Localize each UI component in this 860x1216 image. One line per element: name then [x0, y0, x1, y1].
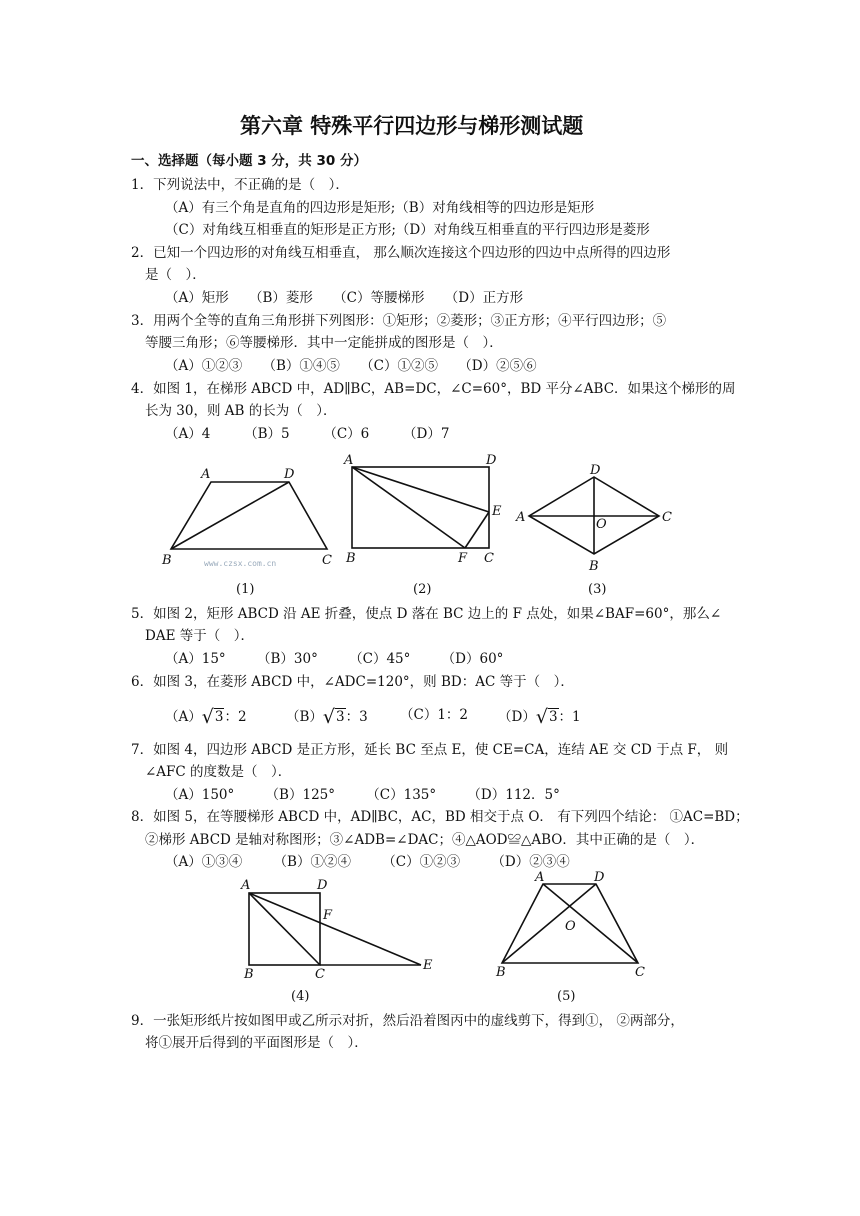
sqrt-3-d: √3 — [535, 706, 558, 728]
label-o: O — [596, 517, 607, 532]
question-5-stem-cont: DAE 等于（ ）． — [145, 628, 254, 644]
question-9-stem: 9．一张矩形纸片按如图甲或乙所示对折，然后沿着图丙中的虚线剪下，得到①， ②两部分， — [131, 1013, 684, 1029]
question-3-options: （A）①②③ （B）①④⑤ （C）①②⑤ （D）②⑤⑥ — [165, 358, 537, 374]
sqrt-3-b: √3 — [322, 706, 345, 728]
question-8-stem-cont: ②梯形 ABCD 是轴对称图形；③∠ADB=∠DAC；④△AOD≌△ABO．其中正确的是（ ）． — [145, 832, 705, 848]
diagonal-ac — [249, 893, 320, 965]
segment-af — [352, 467, 465, 548]
label-b: B — [162, 553, 172, 568]
segment-ae — [249, 893, 421, 965]
question-4-options: （A）4 （B）5 （C）6 （D）7 — [165, 426, 450, 442]
question-3-stem-cont: 等腰三角形；⑥等腰梯形．其中一定能拼成的图形是（ ）． — [145, 335, 503, 351]
question-1-line3: （C）对角线互相垂直的矩形是正方形;（D）对角线互相垂直的平行四边形是菱形 — [165, 222, 650, 238]
label-c: C — [322, 553, 332, 568]
question-7-options: （A）150° （B）125° （C）135° （D）112．5° — [165, 787, 560, 803]
trapezoid-outline — [171, 482, 327, 549]
label-b: B — [496, 965, 506, 980]
question-4-stem: 4．如图 1，在梯形 ABCD 中，AD∥BC，AB=DC，∠C=60°，BD 平分∠ABC．如果这个梯形的周 — [131, 381, 736, 397]
diagonal-bd — [502, 884, 596, 963]
label-d: D — [486, 453, 497, 468]
question-6-stem: 6．如图 3，在菱形 ABCD 中，∠ADC=120°，则 BD：AC 等于（ ）． — [131, 674, 574, 690]
label-e: E — [423, 958, 433, 973]
question-6-option-b: （B）√3：3 — [286, 706, 368, 728]
label-b: B — [589, 559, 599, 574]
question-6-option-a: （A）√3：2 — [165, 706, 247, 728]
question-7-stem: 7．如图 4，四边形 ABCD 是正方形，延长 BC 至点 E，使 CE=CA，连结 AE 交 CD 于点 F， 则 — [131, 742, 729, 758]
question-8-options: （A）①③④ （B）①②④ （C）①②③ （D）②③④ — [165, 854, 570, 870]
segment-ae — [352, 467, 489, 512]
label-c: C — [484, 551, 494, 566]
figure-1-caption: (1) — [236, 582, 255, 597]
question-4-stem-cont: 长为 30，则 AB 的长为（ ）． — [145, 403, 337, 419]
question-8-stem: 8．如图 5，在等腰梯形 ABCD 中，AD∥BC，AC，BD 相交于点 O． 有下列四个结论： ①AC=BD； — [131, 809, 749, 825]
question-1-line2: （A）有三个角是直角的四边形是矩形;（B）对角线相等的四边形是矩形 — [165, 200, 595, 216]
question-2-stem: 2．已知一个四边形的对角线互相垂直， 那么顺次连接这个四边形的四边中点所得的四边形 — [131, 245, 671, 261]
watermark: www.czsx.com.cn — [204, 559, 277, 568]
rectangle-abcd — [352, 467, 489, 548]
figure-2-caption: (2) — [413, 582, 432, 597]
label-b: B — [244, 967, 254, 982]
page-title: 第六章 特殊平行四边形与梯形测试题 — [240, 114, 584, 138]
question-5-stem: 5．如图 2，矩形 ABCD 沿 AE 折叠，使点 D 落在 BC 边上的 F 点处，如果∠BAF=60°，那么∠ — [131, 606, 722, 622]
diagonal-bd — [171, 482, 289, 549]
label-a: A — [201, 467, 211, 482]
question-2-options: （A）矩形 （B）菱形 （C）等腰梯形 （D）正方形 — [165, 290, 524, 306]
option-b-label: （B） — [286, 709, 323, 725]
label-d: D — [594, 870, 605, 885]
question-1-stem: 1．下列说法中，不正确的是（ ）． — [131, 177, 349, 193]
label-a: A — [535, 870, 545, 885]
figure-3-rhombus — [510, 460, 680, 574]
label-a: A — [516, 510, 526, 525]
segment-fe — [465, 512, 489, 548]
question-6-option-d: （D）√3：1 — [498, 706, 581, 728]
label-a: A — [241, 878, 251, 893]
label-d: D — [317, 878, 328, 893]
diagonal-ac — [543, 884, 638, 963]
question-5-options: （A）15° （B）30° （C）45° （D）60° — [165, 651, 504, 667]
label-a: A — [344, 453, 354, 468]
option-a-label: （A） — [165, 709, 202, 725]
label-c: C — [315, 967, 325, 982]
label-f: F — [323, 908, 333, 923]
figure-5-caption: (5) — [557, 989, 576, 1004]
label-o: O — [565, 919, 576, 934]
label-d: D — [590, 463, 601, 478]
label-b: B — [346, 551, 356, 566]
figure-3-caption: (3) — [588, 582, 607, 597]
label-d: D — [284, 467, 295, 482]
label-f: F — [458, 551, 468, 566]
label-c: C — [635, 965, 645, 980]
option-d-label: （D） — [498, 709, 536, 725]
figure-5-trapezoid — [490, 870, 660, 980]
figure-2-rectangle — [340, 450, 510, 570]
figure-4-square — [235, 870, 445, 980]
figure-4-caption: (4) — [291, 989, 310, 1004]
question-9-stem-cont: 将①展开后得到的平面图形是（ ）． — [145, 1035, 368, 1051]
question-7-stem-cont: ∠AFC 的度数是（ ）． — [145, 764, 292, 780]
label-e: E — [492, 504, 502, 519]
question-6-option-c: （C）1：2 — [400, 707, 469, 723]
label-c: C — [662, 510, 672, 525]
sqrt-3-a: √3 — [201, 706, 224, 728]
section-heading: 一、选择题（每小题 3 分，共 30 分） — [131, 153, 367, 169]
question-3-stem: 3．用两个全等的直角三角形拼下列图形：①矩形；②菱形；③正方形；④平行四边形；⑤ — [131, 313, 667, 329]
question-2-stem-cont: 是（ ）． — [145, 267, 206, 283]
